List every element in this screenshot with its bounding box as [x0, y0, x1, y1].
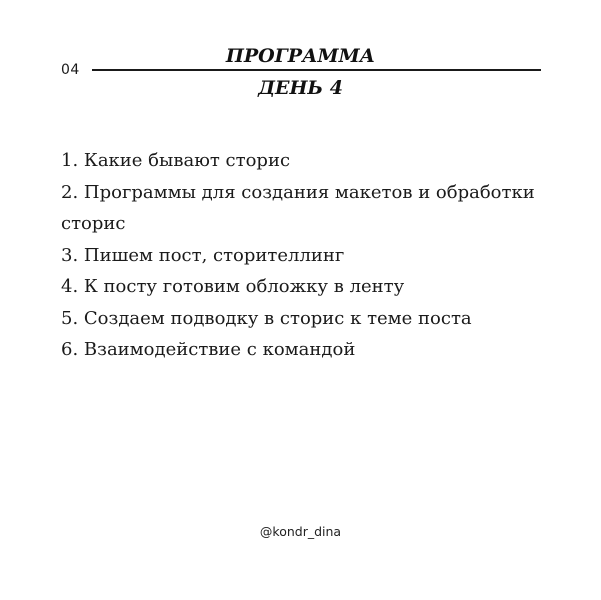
- agenda-list: [61, 145, 561, 366]
- agenda-item: 1. Какие бывают сторис: [61, 150, 291, 171]
- agenda-item: 4. К посту готовим обложку в ленту: [61, 276, 405, 297]
- agenda-item: 3. Пишем пост, сторителлинг: [61, 244, 345, 266]
- agenda-item: 2. Программы для создания макетов и обработки сторис: [61, 181, 535, 234]
- page-subtitle: ДЕНЬ 4: [258, 77, 343, 99]
- agenda-item: 5. Создаем подводку в сторис к теме поста: [61, 307, 472, 329]
- page-number: 04: [61, 62, 80, 78]
- author-handle: @kondr_dina: [259, 524, 342, 539]
- page-title: ПРОГРАММА: [225, 45, 376, 67]
- header-divider: [92, 69, 541, 71]
- agenda-item: 6. Взаимодействие с командой: [61, 339, 356, 360]
